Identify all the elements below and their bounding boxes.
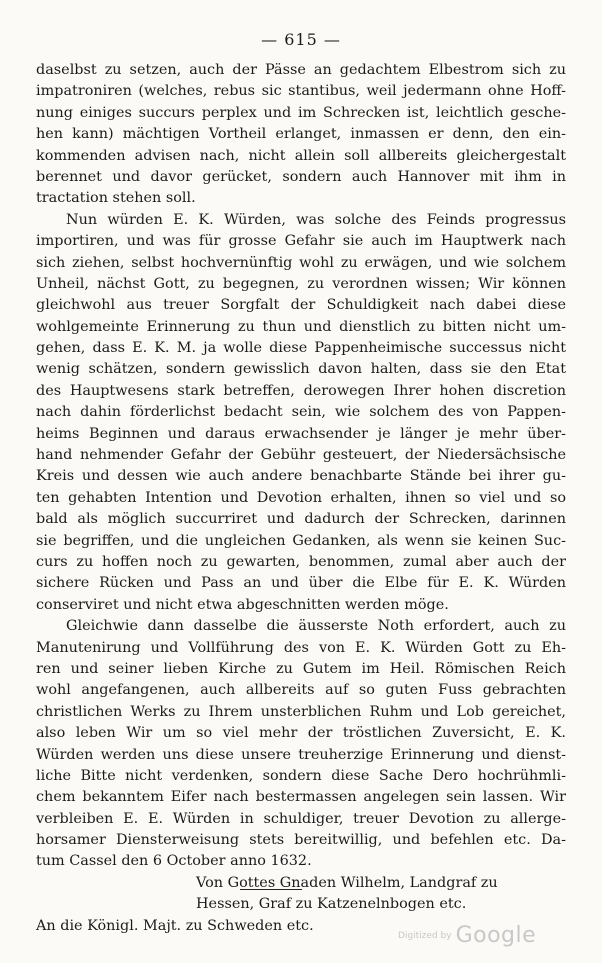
page-number: — 615 — [261,30,341,49]
text-line: Von Gottes Gnaden Wilhelm, Landgraf zu [196,874,498,891]
text-line: sichere Rücken und Pass an und über die Elbe für E. K. Würden [36,575,566,592]
watermark-prefix: Digitized by [398,930,452,941]
closing-rule [240,889,302,890]
text-line: sie begriffen, und die ungleichen Gedanken, als wenn sie keinen Suc- [36,532,566,549]
text-line: christlichen Werks zu Ihrem unsterblichen Ruhm und Lob gereichet, [36,703,566,720]
text-line: impatroniren (welches, rebus sic stantibus, weil jedermann ohne Hoff- [36,83,566,100]
text-line: berennet und davor gerücket, sondern auch Hannover mit ihm in [36,168,566,185]
text-line: Manutenirung und Vollführung des von E. K. Würden Gott zu Eh- [36,639,566,656]
text-line: Unheil, nächst Gott, zu begegnen, zu verordnen wissen; Wir können [36,275,566,292]
text-line: daselbst zu setzen, auch der Pässe an gedachtem Elbestrom sich zu [36,62,566,78]
text-line: heims Beginnen und daraus erwachsender je länger je mehr über- [36,425,566,442]
text-line: Nun würden E. K. Würden, was solche des Feinds progressus [66,211,566,228]
text-line: ten gehabten Intention und Devotion erhalten, ihnen so viel und so [36,489,566,506]
text-line: also leben Wir um so viel mehr der tröstlichen Zuversicht, E. K. [36,725,566,742]
text-line: wohlgemeinte Erinnerung zu thun und dienstlich zu bitten nicht um- [36,318,566,335]
text-line: Würden werden uns diese unsere treuherzige Erinnerung und dienst- [36,746,566,763]
text-line: liche Bitte nicht verdenken, sondern diese Sache Dero hochrühmli- [36,767,566,784]
text-line: hen kann) mächtigen Vortheil erlanget, inmassen er denn, den ein- [36,126,566,143]
text-line: nach dahin förderlichst bedacht sein, wie solchem des von Pappen- [36,404,566,421]
text-line: wohl angefangenen, auch allbereits auf so guten Fuss gebrachten [36,682,566,699]
text-line: bald als möglich succurriret und dadurch der Schrecken, darinnen [36,511,566,528]
text-line: verbleiben E. E. Würden in schuldiger, treuer Devotion zu allerge- [36,810,566,827]
digitized-watermark [398,923,536,948]
text-line: gehen, dass E. K. M. ja wolle diese Pappenheimische successus nicht [36,340,566,357]
text-line: Gleichwie dann dasselbe die äusserste Noth erfordert, auch zu [66,618,566,635]
text-line: gleichwohl aus treuer Sorgfalt der Schuldigkeit nach dabei diese [36,297,566,314]
text-line: horsamer Diensterweisung stets bereitwillig, und befehlen etc. Da- [36,832,566,849]
text-line: tum Cassel den 6 October anno 1632. [36,853,312,870]
text-line: An die Königl. Majt. zu Schweden etc. [36,917,314,934]
text-line: Kreis und dessen wie auch andere benachbarte Stände bei ihrer gu- [36,468,566,485]
text-line: Hessen, Graf zu Katzenelnbogen etc. [196,896,467,913]
text-line: nung einiges succurs perplex und im Schrecken ist, leichtlich gesche- [36,104,566,121]
text-line: chem bekanntem Eifer nach bestermassen angelegen sein lassen. Wir [36,789,566,806]
text-line: sich ziehen, selbst hochvernünftig wohl zu erwägen, und wie solchem [36,254,566,271]
text-line: hand nehmender Gefahr der Gebühr gesteuert, der Niedersächsische [36,447,566,464]
text-line: des Hauptwesens stark betreffen, derowegen Ihrer hohen discretion [36,382,566,399]
text-line: tractation stehen soll. [36,190,196,207]
text-line: ren und seiner lieben Kirche zu Gutem im Heil. Römischen Reich [36,660,566,677]
body-text [36,60,566,937]
text-line: kommenden advisen nach, nicht allein soll allbereits gleichergestalt [36,147,566,164]
text-line: curs zu hoffen noch zu gewarten, benommen, zumal aber auch der [36,554,566,570]
text-line: importiren, und was für grosse Gefahr sie auch im Hauptwerk nach [36,233,566,250]
watermark-brand: Google [455,923,537,948]
text-line: wenig schätzen, sondern gewisslich davon halten, dass sie den Etat [36,361,566,378]
text-line: conserviret und nicht etwa abgeschnitten werden möge. [36,596,449,613]
